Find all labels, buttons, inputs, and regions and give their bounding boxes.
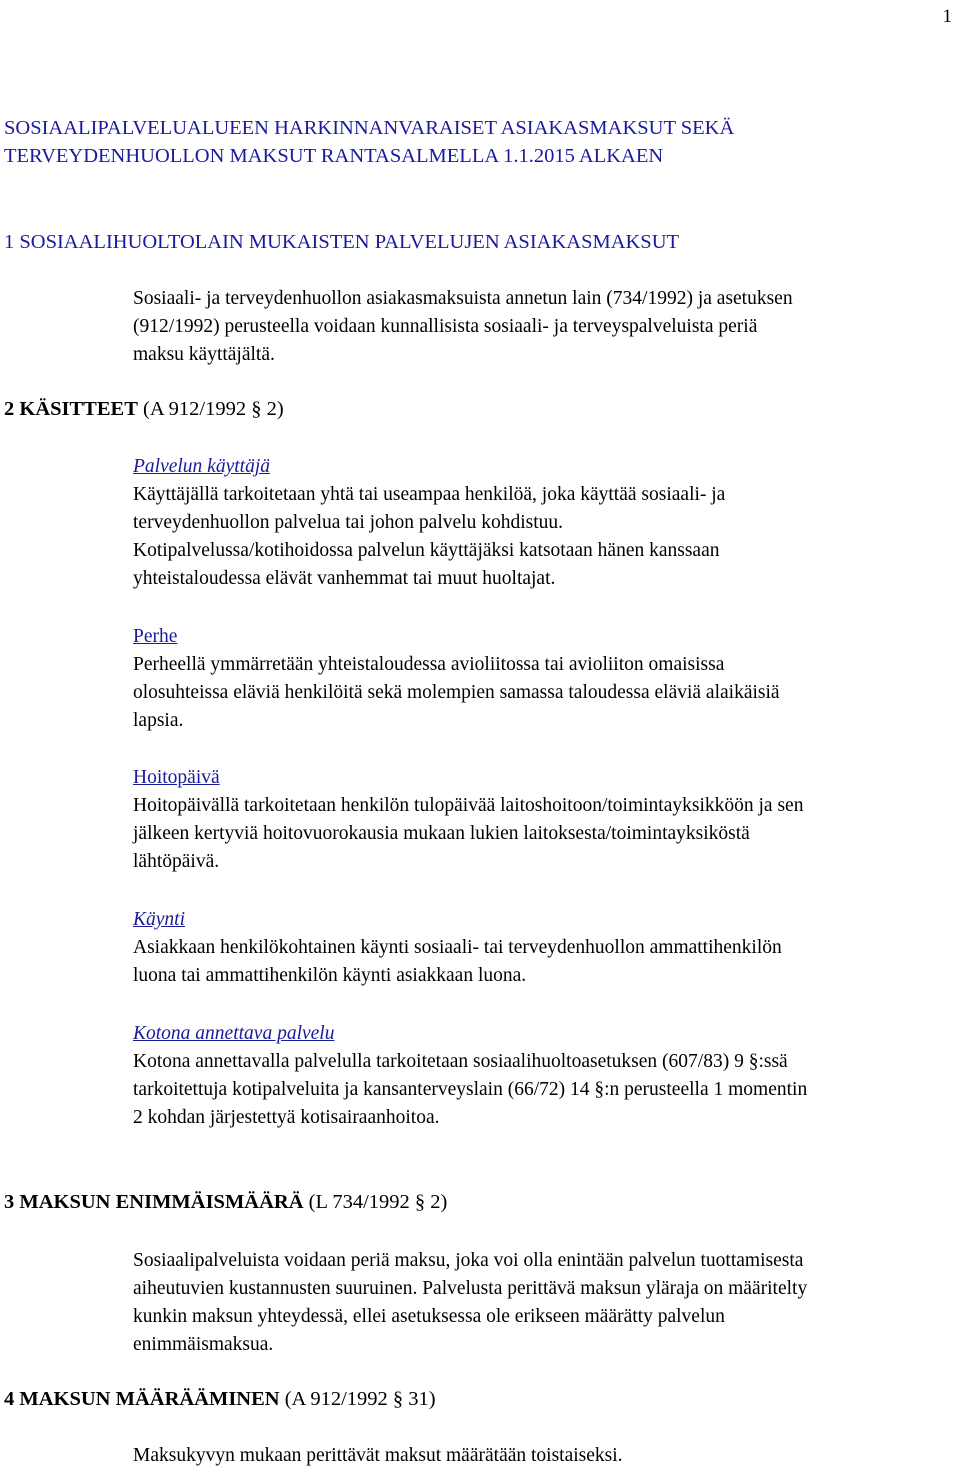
body-line: (912/1992) perusteella voidaan kunnallisista sosiaali- ja terveyspalveluista periä: [133, 316, 758, 337]
section-1-body: [133, 285, 793, 369]
body-line: Käyttäjällä tarkoitetaan yhtä tai useampaa henkilöä, joka käyttää sosiaali- ja: [133, 484, 726, 505]
term-heading: Hoitopäivä: [133, 767, 220, 788]
section-3-heading-ref: (L 734/1992 § 2): [303, 1191, 448, 1213]
body-line: kunkin maksun yhteydessä, ellei asetuksessa ole erikseen määrätty palvelun: [133, 1306, 725, 1327]
document-title: [4, 114, 734, 170]
body-line: Sosiaalipalveluista voidaan periä maksu, joka voi olla enintään palvelun tuottamisesta: [133, 1250, 804, 1271]
body-line: Hoitopäivällä tarkoitetaan henkilön tulopäivää laitoshoitoon/toimintayksikköön ja sen: [133, 795, 804, 816]
section-3-body: [133, 1247, 807, 1359]
section-3-heading-bold: 3 MAKSUN ENIMMÄISMÄÄRÄ: [4, 1191, 304, 1213]
body-line: luona tai ammattihenkilön käynti asiakkaan luona.: [133, 965, 527, 986]
section-4-heading-ref: (A 912/1992 § 31): [279, 1388, 436, 1410]
body-line: Kotona annettavalla palvelulla tarkoitetaan sosiaalihuoltoasetuksen (607/83) 9 §:ssä: [133, 1051, 788, 1072]
term-block-perhe: [133, 623, 780, 735]
section-3-heading: [4, 1191, 447, 1214]
term-block-kaynti: [133, 906, 782, 990]
section-4-heading-bold: 4 MAKSUN MÄÄRÄÄMINEN: [4, 1388, 280, 1410]
title-line-1: SOSIAALIPALVELUALUEEN HARKINNANVARAISET ASIAKASMAKSUT SEKÄ: [4, 117, 735, 139]
body-line: lapsia.: [133, 710, 184, 731]
body-line: Maksukyvyn mukaan perittävät maksut määrätään toistaiseksi.: [133, 1445, 623, 1466]
page-number: 1: [942, 6, 952, 27]
section-1-heading: 1 SOSIAALIHUOLTOLAIN MUKAISTEN PALVELUJEN ASIAKASMAKSUT: [4, 231, 680, 253]
section-4-heading: [4, 1388, 436, 1411]
section-2-heading-ref: (A 912/1992 § 2): [137, 398, 284, 420]
section-2-heading-bold: 2 KÄSITTEET: [4, 398, 138, 420]
body-line: tarkoitettuja kotipalveluita ja kansanterveyslain (66/72) 14 §:n perusteella 1 momentin: [133, 1079, 808, 1100]
body-line: yhteistaloudessa elävät vanhemmat tai muut huoltajat.: [133, 568, 556, 589]
body-line: lähtöpäivä.: [133, 851, 220, 872]
section-2-heading: [4, 398, 284, 421]
term-block-hoitopaiva: [133, 764, 803, 876]
body-line: enimmäismaksua.: [133, 1334, 274, 1355]
body-line: aiheutuvien kustannusten suuruinen. Palvelusta perittävä maksun yläraja on määritelty: [133, 1278, 808, 1299]
body-line: olosuhteissa eläviä henkilöitä sekä molempien samassa taloudessa eläviä alaikäisiä: [133, 682, 780, 703]
body-line: jälkeen kertyviä hoitovuorokausia mukaan lukien laitoksesta/toimintayksiköstä: [133, 823, 750, 844]
body-line: Kotipalvelussa/kotihoidossa palvelun käyttäjäksi katsotaan hänen kanssaan: [133, 540, 720, 561]
body-line: 2 kohdan järjestettyä kotisairaanhoitoa.: [133, 1107, 440, 1128]
title-line-2: TERVEYDENHUOLLON MAKSUT RANTASALMELLA 1.1.2015 ALKAEN: [4, 145, 664, 167]
term-heading: Kotona annettava palvelu: [133, 1023, 335, 1044]
body-line: maksu käyttäjältä.: [133, 344, 275, 365]
term-block-palvelun-kayttaja: [133, 453, 725, 593]
body-line: Sosiaali- ja terveydenhuollon asiakasmaksuista annetun lain (734/1992) ja asetuksen: [133, 288, 793, 309]
body-line: terveydenhuollon palvelua tai johon palvelu kohdistuu.: [133, 512, 563, 533]
term-heading: Perhe: [133, 626, 178, 647]
term-heading: Käynti: [133, 909, 185, 930]
term-heading: Palvelun käyttäjä: [133, 456, 270, 477]
term-block-kotona-annettava-palvelu: [133, 1020, 807, 1132]
body-line: Asiakkaan henkilökohtainen käynti sosiaali- tai terveydenhuollon ammattihenkilön: [133, 937, 782, 958]
section-4-body: [133, 1442, 623, 1470]
body-line: Perheellä ymmärretään yhteistaloudessa avioliitossa tai avioliiton omaisissa: [133, 654, 725, 675]
